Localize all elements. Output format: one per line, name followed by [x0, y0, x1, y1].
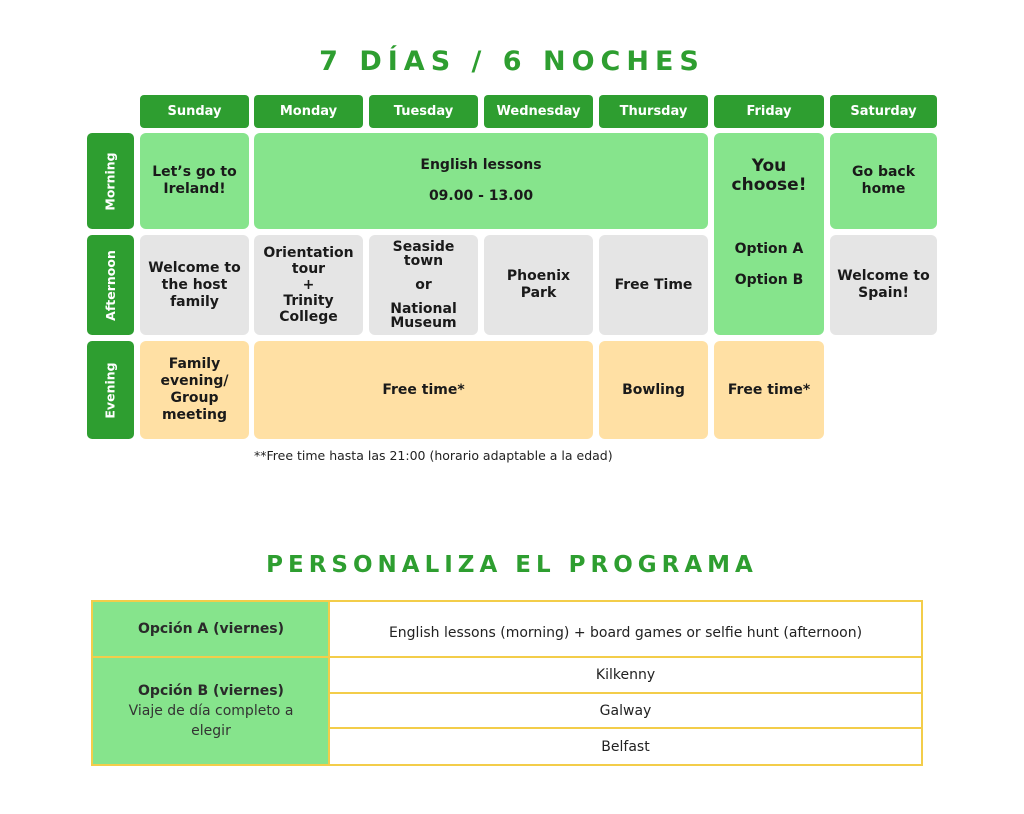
saturday-morning-text: Go back home: [851, 164, 916, 197]
day-header-saturday: Saturday: [830, 95, 937, 128]
tuesday-afternoon-line1: Seaside town: [392, 239, 455, 269]
english-lessons-cell: [254, 133, 708, 229]
english-lessons-title: English lessons: [420, 157, 542, 173]
monday-afternoon-line1: Orientation tour: [263, 245, 354, 277]
option-a-label: Opción A (viernes): [137, 621, 285, 637]
option-a-label-cell: [93, 602, 329, 656]
saturday-afternoon-cell: [830, 235, 937, 335]
sunday-morning-cell: [140, 133, 249, 229]
day-header-monday: Monday: [254, 95, 363, 128]
thursday-evening-text: Bowling: [622, 381, 685, 398]
thursday-afternoon-cell: [599, 235, 708, 335]
day-header-friday: Friday: [714, 95, 824, 128]
friday-evening-text: Free time*: [727, 381, 811, 398]
day-header-tuesday: Tuesday: [369, 95, 478, 128]
friday-option-a: Option A: [734, 241, 804, 257]
options-table: [91, 600, 923, 766]
slot-afternoon-text: Afternoon: [103, 249, 119, 321]
option-b-belfast: Belfast: [601, 738, 650, 755]
friday-option-b: Option B: [734, 272, 804, 288]
mon-wed-evening-text: Free time*: [382, 381, 465, 398]
option-b-value-row: [330, 694, 921, 727]
sunday-evening-text: Family evening/ Group meeting: [160, 356, 229, 423]
day-header-sunday: Sunday: [140, 95, 249, 128]
footnote: **Free time hasta las 21:00 (horario adaptable a la edad): [254, 448, 613, 463]
english-lessons-time: 09.00 - 13.00: [428, 188, 534, 204]
monday-afternoon-plus: +: [302, 277, 315, 293]
slot-label-morning: [87, 133, 134, 229]
friday-choice-cell: [714, 133, 824, 335]
option-b-value-row: [330, 729, 921, 764]
sunday-morning-text: Let’s go to Ireland!: [152, 164, 237, 197]
sunday-afternoon-cell: [140, 235, 249, 335]
day-header-thursday: Thursday: [599, 95, 708, 128]
option-b-label: Opción B (viernes): [138, 683, 284, 699]
tuesday-afternoon-line2: National Museum: [390, 301, 457, 331]
wednesday-afternoon-cell: [484, 235, 593, 335]
sunday-afternoon-text: Welcome to the host family: [148, 259, 241, 310]
page-title: 7 DÍAS / 6 NOCHES: [319, 46, 705, 77]
friday-choose-text: You choose!: [731, 156, 807, 195]
slot-label-evening: [87, 341, 134, 439]
slot-morning-text: Morning: [103, 151, 119, 211]
monday-afternoon-cell: [254, 235, 363, 335]
day-header-wednesday: Wednesday: [484, 95, 593, 128]
sunday-evening-cell: [140, 341, 249, 439]
option-a-value-text: English lessons (morning) + board games or selfie hunt (afternoon): [388, 625, 863, 641]
option-b-description: Viaje de día completo a elegir: [128, 703, 294, 739]
option-b-label-cell: [93, 658, 329, 764]
saturday-afternoon-text: Welcome to Spain!: [837, 268, 930, 301]
thursday-evening-cell: [599, 341, 708, 439]
tuesday-afternoon-cell: [369, 235, 478, 335]
thursday-afternoon-text: Free Time: [614, 276, 693, 293]
option-b-value-row: [330, 658, 921, 692]
slot-label-afternoon: [87, 235, 134, 335]
friday-evening-cell: [714, 341, 824, 439]
option-b-galway: Galway: [599, 702, 652, 719]
option-a-value: [330, 602, 921, 660]
mon-wed-evening-cell: [254, 341, 593, 439]
slot-evening-text: Evening: [103, 361, 119, 419]
wednesday-afternoon-text: Phoenix Park: [506, 268, 571, 301]
option-b-kilkenny: Kilkenny: [595, 667, 656, 683]
monday-afternoon-line2: Trinity College: [279, 293, 338, 325]
saturday-morning-cell: [830, 133, 937, 229]
section-title: PERSONALIZA EL PROGRAMA: [266, 552, 758, 578]
tuesday-afternoon-or: or: [415, 277, 432, 293]
